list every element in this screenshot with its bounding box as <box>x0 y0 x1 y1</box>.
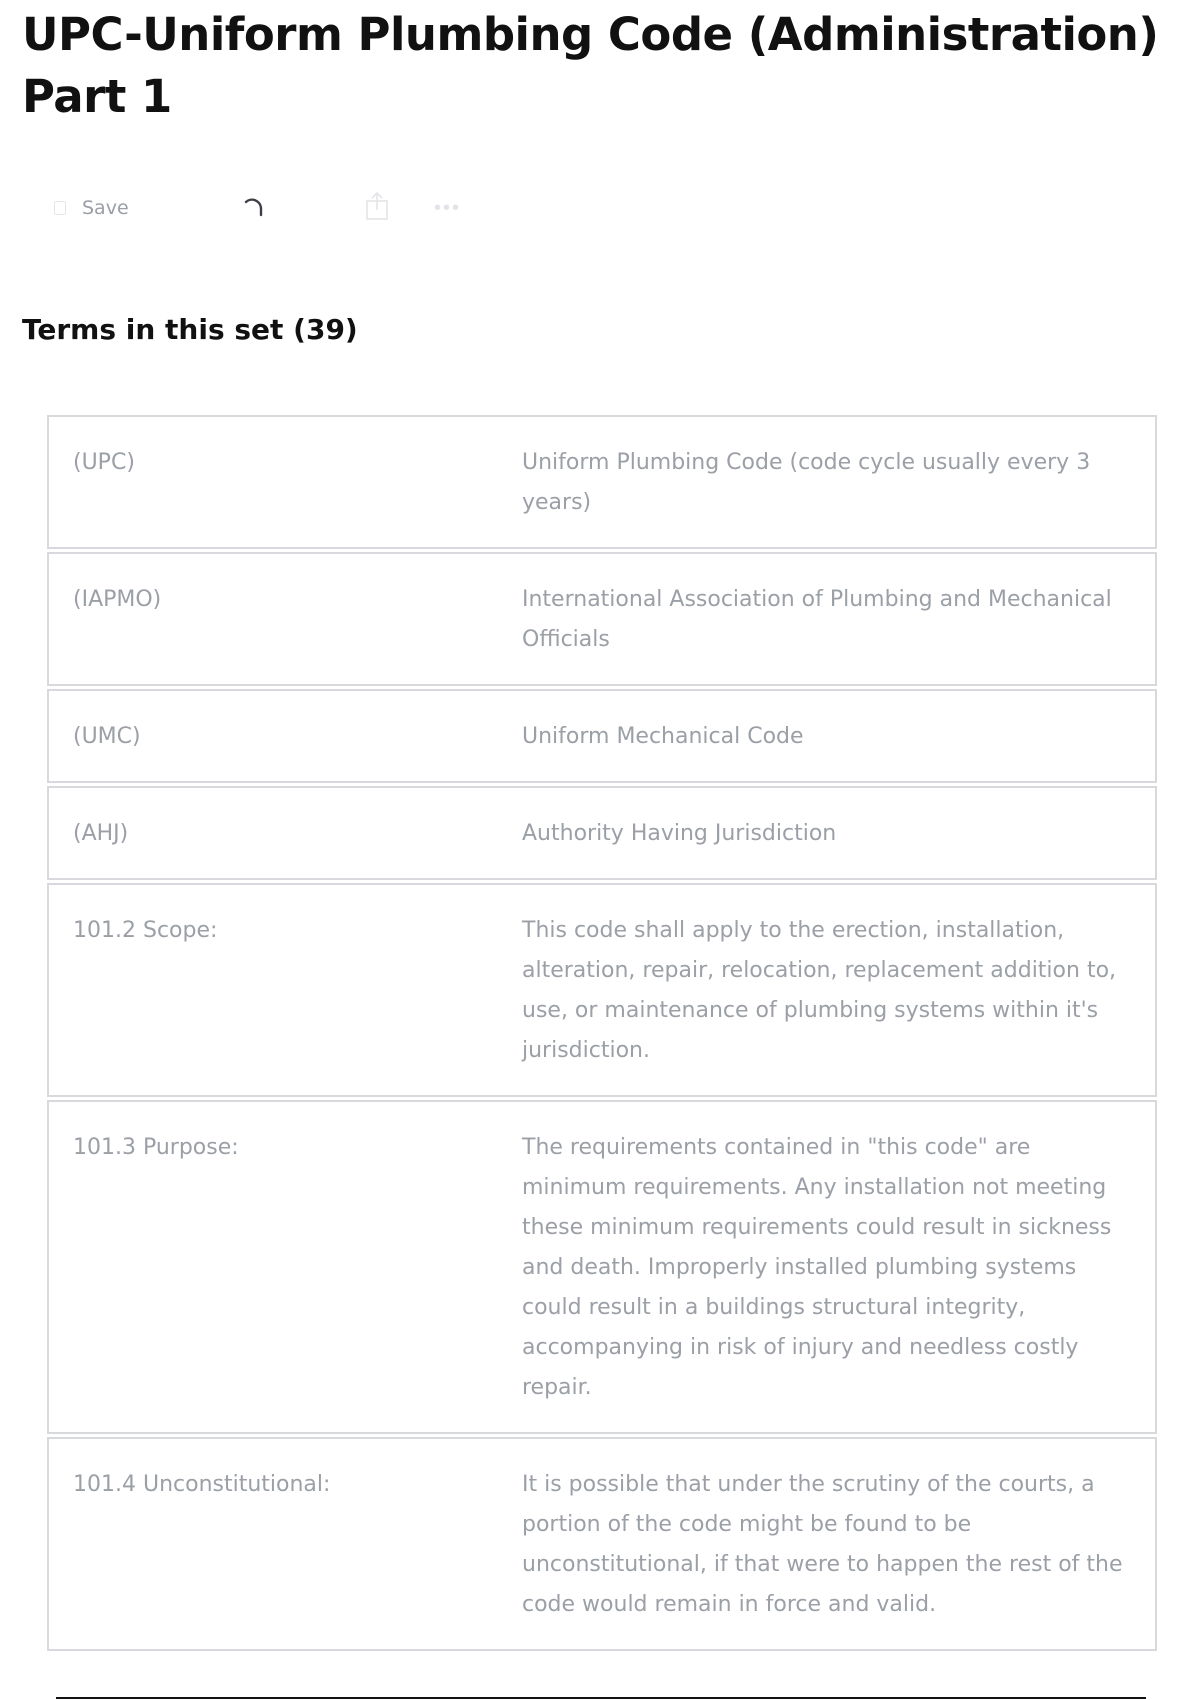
term-word: (IAPMO) <box>73 587 162 612</box>
term-row <box>47 415 1157 549</box>
term-definition: It is possible that under the scrutiny of the courts, a portion of the code might be found to be unconstitutional, if that were to happen the rest of the code would remain in force and valid. <box>522 1472 1123 1617</box>
terms-list <box>47 415 1157 1654</box>
term-word: 101.4 Unconstitutional: <box>73 1472 331 1497</box>
terms-heading: Terms in this set (39) <box>22 313 358 346</box>
save-label: Save <box>82 197 129 219</box>
set-toolbar <box>54 188 514 228</box>
term-word: (AHJ) <box>73 821 129 846</box>
more-dots-icon: ••• <box>434 196 462 219</box>
share-icon <box>364 191 390 226</box>
more-options-button[interactable] <box>434 188 461 228</box>
save-checkbox-icon <box>54 201 66 215</box>
term-row <box>47 552 1157 686</box>
term-definition: The requirements contained in "this code" are minimum requirements. Any installation not meeting these minimum requirements could result in sickness and death. Improperly installed plumbing systems could result in a buildings structural integrity, accompanying in risk of injury and needless costly repair. <box>522 1135 1112 1400</box>
term-definition: Uniform Plumbing Code (code cycle usually every 3 years) <box>522 450 1091 515</box>
term-word: 101.2 Scope: <box>73 918 218 943</box>
save-button[interactable] <box>54 188 129 228</box>
term-row <box>47 883 1157 1097</box>
term-row <box>47 1437 1157 1651</box>
term-word: (UPC) <box>73 450 135 475</box>
term-definition: Authority Having Jurisdiction <box>522 821 837 846</box>
term-row <box>47 1100 1157 1434</box>
term-row <box>47 786 1157 880</box>
term-row <box>47 689 1157 783</box>
bottom-divider <box>56 1697 1146 1699</box>
term-word: (UMC) <box>73 724 141 749</box>
term-word: 101.3 Purpose: <box>73 1135 239 1160</box>
share-button[interactable] <box>364 188 390 228</box>
term-definition: Uniform Mechanical Code <box>522 724 804 749</box>
loading-spinner-icon <box>240 188 266 228</box>
term-definition: This code shall apply to the erection, installation, alteration, repair, relocation, replacement addition to, use, or maintenance of plumbing systems within it's jurisdiction. <box>522 918 1117 1063</box>
page-title: UPC-Uniform Plumbing Code (Administration) Part 1 <box>22 8 1159 123</box>
term-definition: International Association of Plumbing and Mechanical Officials <box>522 587 1112 652</box>
